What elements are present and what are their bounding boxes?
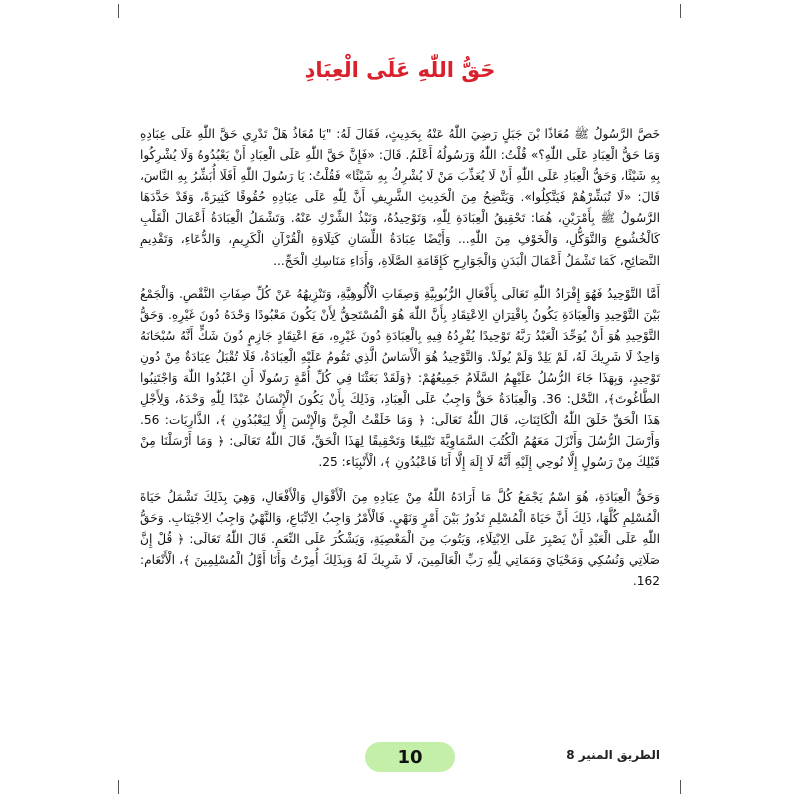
crop-mark-top-right [680,4,695,18]
paragraph-1: خَصَّ الرَّسُولُ ﷺ مُعَاذًا بْنَ جَبَلٍ رَضِيَ اللّٰهُ عَنْهُ بِحَدِيثٍ، فَقَالَ لَهُ: "يَا مُعَاذُ هَلْ تَدْرِي حَقَّ اللّٰهِ عَلَى عِبَادِهِ وَمَا حَقُّ الْعِبَادِ عَلَى اللّٰهِ؟» قُلْتُ: اللّٰهُ وَرَسُولُهُ أَعْلَمُ. قَالَ: «فَإِنَّ حَقَّ اللّٰهِ عَلَى الْعِبَادِ أَنْ يَعْبُدُوهُ وَلَا يُشْرِكُوا بِهِ شَيْئًا، وَحَقُّ الْعِبَادِ عَلَى اللّٰهِ أَنْ لَا يُعَذِّبَ مَنْ لَا يُشْرِكُ بِهِ شَيْئًا» فَقُلْتُ: يَا رَسُولَ اللّٰهِ أَفَلَا أُبَشِّرُ بِهِ النَّاسَ، قَالَ: «لَا تُبَشِّرْهُمْ فَيَتَّكِلُوا». وَيَتَّضِحُ مِنَ الْحَدِيثِ الشَّرِيفِ أَنَّ لِلّٰهِ عَلَى عِبَادِهِ حُقُوقًا كَثِيرَةً، وَقَدْ حَدَّدَهَا الرَّسُولُ ﷺ بِأَمْرَيْنِ، هُمَا: تَحْقِيقُ الْعِبَادَةِ لِلّٰهِ، وَتَوْحِيدُهُ، وَنَبْذُ الشِّرْكِ عَنْهُ. وَتَشْمَلُ الْعِبَادَةُ أَعْمَالَ الْقَلْبِ كَالْخُشُوعِ وَالتَّوَكُّلِ، وَالْخَوْفِ مِنَ اللّٰهِ... وَأَيْضًا عِبَادَةُ اللِّسَانِ كَتِلَاوَةِ الْقُرْآنِ الْكَرِيمِ، وَالدُّعَاءِ، وَتَقْدِيمِ النَّصَائِحِ، كَمَا تَشْمَلُ أَعْمَالَ الْبَدَنِ وَالْجَوَارِحِ كَإِقَامَةِ الصَّلَاةِ، وَأَدَاءِ مَنَاسِكِ الْحَجِّ... [140,127,660,268]
page-body [140,124,660,604]
crop-mark-top-left [118,4,133,18]
paragraph-2: أَمَّا التَّوْحِيدُ فَهُوَ إِفْرَادُ اللّٰهِ تَعَالَى بِأَفْعَالِ الرُّبُوبِيَّةِ وَصِفَاتِ الْأُلُوهِيَّةِ، وَتَنْزِيهُهُ عَنْ كُلِّ صِفَاتِ النَّقْصِ. وَالْجَمْعُ بَيْنَ التَّوْحِيدِ وَالْعِبَادَةِ يَكُونُ بِاقْتِرَانِ الِاعْتِقَادِ بِأَنَّ اللّٰهَ هُوَ الْمُسْتَحِقُّ لِأَنْ يَكُونَ مَعْبُودًا وَحْدَهُ دُونَ غَيْرِهِ. وَحَقُّ التَّوْحِيدِ هُوَ أَنْ يُوَحِّدَ الْعَبْدُ رَبَّهُ تَوْحِيدًا يُفْرِدُهُ فِيهِ بِالْعِبَادَةِ دُونَ غَيْرِهِ، مَعَ اعْتِقَادٍ جَازِمٍ دُونَ شَكٍّ أَنَّهُ سُبْحَانَهُ وَاحِدٌ لَا شَرِيكَ لَهُ، لَمْ يَلِدْ وَلَمْ يُولَدْ. وَالتَّوْحِيدُ هُوَ الْأَسَاسُ الَّذِي تَقُومُ عَلَيْهِ الْعِبَادَةُ، فَلَا تُقْبَلُ عِبَادَةٌ مِنْ دُونِ تَوْحِيدٍ، وَبِهَذَا جَاءَ الرُّسُلُ عَلَيْهِمُ السَّلَامُ جَمِيعُهُمْ: ﴿وَلَقَدْ بَعَثْنَا فِي كُلِّ أُمَّةٍ رَسُولًا أَنِ اعْبُدُوا اللّٰهَ وَاجْتَنِبُوا الطَّاغُوتَ﴾، النَّحْل: 36. وَالْعِبَادَةُ حَقٌّ وَاجِبٌ عَلَى الْعِبَادِ، وَذَلِكَ بِأَنْ يَكُونَ الْإِنْسَانُ عَبْدًا لِلّٰهِ وَحْدَهُ، وَلِأَجْلِ هَذَا الْحَقِّ خَلَقَ اللّٰهُ الْكَائِنَاتِ، قَالَ اللّٰهُ تَعَالَى: ﴿ وَمَا خَلَقْتُ الْجِنَّ وَالْإِنْسَ إِلَّا لِيَعْبُدُونِ ﴾، الذَّارِيَات: 56. وَأَرْسَلَ الرُّسُلَ وَأَنْزَلَ مَعَهُمُ الْكُتُبَ السَّمَاوِيَّةَ تَبْلِيغًا وَتَحْقِيقًا لِهَذَا الْحَقِّ، قَالَ اللّٰهُ تَعَالَى: ﴿ وَمَا أَرْسَلْنَا مِنْ قَبْلِكَ مِنْ رَسُولٍ إِلَّا نُوحِي إِلَيْهِ أَنَّهُ لَا إِلَهَ إِلَّا أَنَا فَاعْبُدُونِ ﴾، الْأَنْبِيَاء: 25. [140,286,660,470]
page-title: حَقُّ اللّٰهِ عَلَى الْعِبَادِ [304,58,496,82]
page-number: 10 [397,746,423,768]
page-footer [0,740,800,780]
crop-mark-bottom-left [118,780,133,794]
crop-mark-bottom-right [680,780,695,794]
page-number-badge [365,742,455,772]
paragraph-3: وَحَقُّ الْعِبَادَةِ، هُوَ اسْمٌ يَجْمَعُ كُلَّ مَا أَرَادَهُ اللّٰهُ مِنْ عِبَادِهِ مِنَ الْأَقْوَالِ وَالْأَفْعَالِ، وَهِيَ بِذَلِكَ تَشْمَلُ حَيَاةَ الْمُسْلِمِ كُلَّهَا، ذَلِكَ أَنَّ حَيَاةَ الْمُسْلِمِ تَدُورُ بَيْنَ أَمْرٍ وَنَهْيٍ. فَالْأَمْرُ وَاجِبُ الِاتِّبَاعِ، وَالنَّهْيُ وَاجِبُ الِاجْتِنَابِ. وَحَقُّ اللّٰهِ عَلَى الْعَبْدِ أَنْ يَصْبِرَ عَلَى الِابْتِلَاءِ، وَيَتُوبَ مِنَ الْمَعْصِيَةِ، وَيَشْكُرَ عَلَى النِّعَمِ. قَالَ اللّٰهُ تَعَالَى: ﴿ قُلْ إِنَّ صَلَاتِي وَنُسُكِي وَمَحْيَايَ وَمَمَاتِي لِلّٰهِ رَبِّ الْعَالَمِينَ، لَا شَرِيكَ لَهُ وَبِذَلِكَ أُمِرْتُ وَأَنَا أَوَّلُ الْمُسْلِمِينَ ﴾، الْأَنْعَام: 162. [140,489,660,588]
book-name: الطريق المنير 8 [566,748,660,762]
